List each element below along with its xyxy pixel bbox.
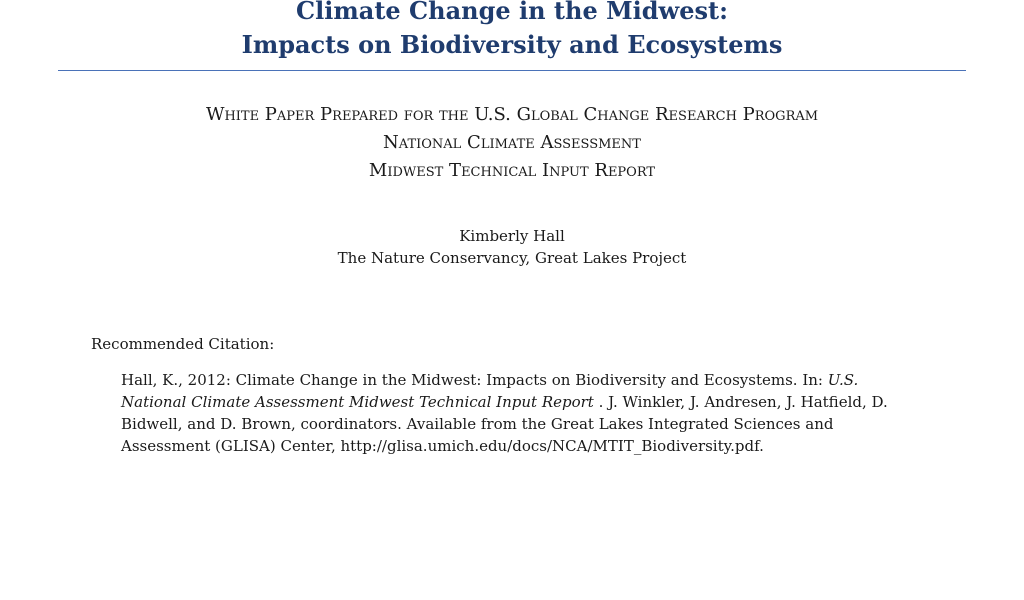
citation-body	[121, 369, 911, 457]
citation-heading: Recommended Citation:	[91, 335, 275, 353]
citation-line-1-text: Hall, K., 2012: Climate Change in the Midwest: Impacts on Biodiversity and Ecosystems. In:	[121, 371, 828, 389]
subtitle-line-3: Midwest Technical Input Report	[368, 160, 656, 181]
citation-line-3: Bidwell, and D. Brown, coordinators. Available from the Great Lakes Integrated Sciences and	[121, 415, 834, 433]
subtitle-line-2: National Climate Assessment	[383, 132, 641, 153]
citation-line-2	[121, 391, 911, 413]
title-line-1: Climate Change in the Midwest:	[296, 0, 728, 25]
author-info	[0, 225, 1024, 269]
document-title	[0, 0, 1024, 62]
report-subtitle	[0, 101, 1024, 185]
citation-report-title: National Climate Assessment Midwest Technical Input Report	[121, 393, 594, 411]
author-name: Kimberly Hall	[459, 227, 565, 245]
author-affiliation: The Nature Conservancy, Great Lakes Project	[337, 249, 687, 267]
citation-line-1-italic: U.S.	[827, 371, 859, 389]
citation-line-4: Assessment (GLISA) Center, http://glisa.umich.edu/docs/NCA/MTIT_Biodiversity.pdf.	[121, 437, 764, 455]
title-divider	[58, 70, 966, 71]
title-line-2: Impacts on Biodiversity and Ecosystems	[241, 30, 783, 59]
citation-line-1	[121, 369, 911, 391]
citation-line-2-text: . J. Winkler, J. Andresen, J. Hatfield, D.	[593, 393, 888, 411]
subtitle-line-1: White Paper Prepared for the U.S. Global Change Research Program	[205, 104, 819, 125]
